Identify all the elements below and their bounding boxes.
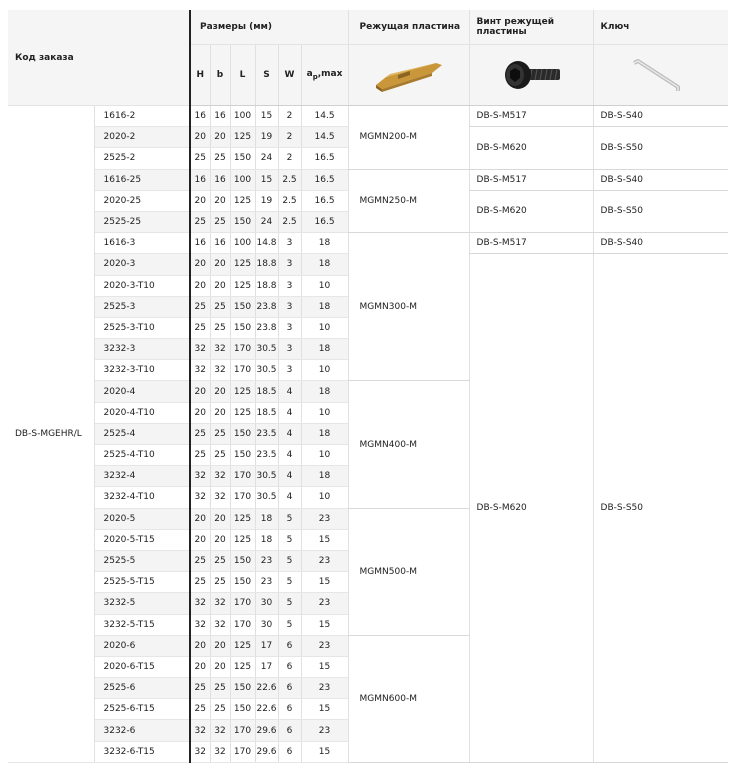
variant-code: 2525-2 bbox=[94, 148, 190, 169]
cell-w: 5 bbox=[278, 550, 301, 571]
cell-h: 20 bbox=[190, 275, 210, 296]
insert-header: Режущая пластина bbox=[348, 10, 469, 45]
table-row bbox=[8, 106, 728, 127]
key-image-cell bbox=[593, 45, 728, 106]
cell-b: 25 bbox=[210, 211, 230, 232]
screw-code: DB-S-M517 bbox=[469, 169, 593, 190]
cell-h: 20 bbox=[190, 381, 210, 402]
ap-main: a bbox=[306, 69, 313, 80]
variant-code: 2525-6 bbox=[94, 678, 190, 699]
cell-h: 25 bbox=[190, 148, 210, 169]
cell-h: 20 bbox=[190, 402, 210, 423]
cell-h: 32 bbox=[190, 487, 210, 508]
cell-ap: 23 bbox=[301, 593, 348, 614]
cell-s: 22.6 bbox=[255, 699, 278, 720]
cell-h: 20 bbox=[190, 529, 210, 550]
cell-s: 23.5 bbox=[255, 423, 278, 444]
cell-w: 3 bbox=[278, 339, 301, 360]
cell-b: 20 bbox=[210, 529, 230, 550]
cell-h: 32 bbox=[190, 466, 210, 487]
cell-b: 25 bbox=[210, 296, 230, 317]
cell-s: 30.5 bbox=[255, 466, 278, 487]
cell-w: 4 bbox=[278, 487, 301, 508]
cell-s: 30 bbox=[255, 614, 278, 635]
cell-b: 25 bbox=[210, 699, 230, 720]
table-body bbox=[8, 106, 728, 763]
variant-code: 1616-25 bbox=[94, 169, 190, 190]
insert-code: MGMN500-M bbox=[348, 508, 469, 635]
cell-l: 125 bbox=[230, 635, 255, 656]
variant-code: 3232-5-T15 bbox=[94, 614, 190, 635]
cell-s: 19 bbox=[255, 127, 278, 148]
cell-l: 100 bbox=[230, 233, 255, 254]
cell-s: 30.5 bbox=[255, 339, 278, 360]
cell-b: 32 bbox=[210, 466, 230, 487]
cell-s: 23.5 bbox=[255, 445, 278, 466]
cell-l: 100 bbox=[230, 169, 255, 190]
cell-b: 32 bbox=[210, 720, 230, 741]
cell-w: 6 bbox=[278, 635, 301, 656]
variant-code: 2020-6-T15 bbox=[94, 656, 190, 677]
col-ap-header bbox=[301, 45, 348, 106]
cell-b: 25 bbox=[210, 148, 230, 169]
variant-code: 3232-4-T10 bbox=[94, 487, 190, 508]
cell-l: 125 bbox=[230, 275, 255, 296]
cell-s: 30.5 bbox=[255, 487, 278, 508]
cell-s: 19 bbox=[255, 190, 278, 211]
cell-h: 20 bbox=[190, 254, 210, 275]
cell-w: 2 bbox=[278, 148, 301, 169]
key-header: Ключ bbox=[593, 10, 728, 45]
variant-code: 3232-3-T10 bbox=[94, 360, 190, 381]
cell-ap: 18 bbox=[301, 466, 348, 487]
variant-code: 2020-6 bbox=[94, 635, 190, 656]
cell-s: 23.8 bbox=[255, 317, 278, 338]
cell-l: 125 bbox=[230, 402, 255, 423]
screw-image-cell bbox=[469, 45, 593, 106]
cell-h: 32 bbox=[190, 614, 210, 635]
cell-s: 24 bbox=[255, 148, 278, 169]
ap-rest: ,max bbox=[317, 69, 343, 80]
cell-h: 20 bbox=[190, 508, 210, 529]
cell-ap: 10 bbox=[301, 317, 348, 338]
variant-code: 2525-25 bbox=[94, 211, 190, 232]
variant-code: 2020-4-T10 bbox=[94, 402, 190, 423]
cell-h: 20 bbox=[190, 635, 210, 656]
cell-h: 25 bbox=[190, 699, 210, 720]
cell-l: 170 bbox=[230, 593, 255, 614]
key-code: DB-S-S40 bbox=[593, 106, 728, 127]
cell-ap: 18 bbox=[301, 423, 348, 444]
variant-code: 3232-3 bbox=[94, 339, 190, 360]
cell-h: 25 bbox=[190, 423, 210, 444]
cell-w: 6 bbox=[278, 720, 301, 741]
cell-h: 32 bbox=[190, 339, 210, 360]
cell-ap: 16.5 bbox=[301, 211, 348, 232]
variant-code: 2525-3 bbox=[94, 296, 190, 317]
cell-l: 150 bbox=[230, 211, 255, 232]
cell-s: 18.8 bbox=[255, 254, 278, 275]
cell-b: 20 bbox=[210, 275, 230, 296]
cell-l: 150 bbox=[230, 699, 255, 720]
cell-ap: 15 bbox=[301, 572, 348, 593]
cell-b: 25 bbox=[210, 317, 230, 338]
cell-s: 22.6 bbox=[255, 678, 278, 699]
cell-b: 16 bbox=[210, 106, 230, 127]
cell-l: 170 bbox=[230, 466, 255, 487]
cell-s: 17 bbox=[255, 635, 278, 656]
cell-w: 6 bbox=[278, 678, 301, 699]
variant-code: 3232-5 bbox=[94, 593, 190, 614]
insert-code: MGMN300-M bbox=[348, 233, 469, 381]
cell-ap: 18 bbox=[301, 254, 348, 275]
cell-h: 20 bbox=[190, 127, 210, 148]
cell-h: 32 bbox=[190, 360, 210, 381]
cell-ap: 16.5 bbox=[301, 169, 348, 190]
cell-w: 2 bbox=[278, 127, 301, 148]
cell-b: 20 bbox=[210, 402, 230, 423]
cell-w: 4 bbox=[278, 466, 301, 487]
variant-code: 2525-6-T15 bbox=[94, 699, 190, 720]
cell-s: 15 bbox=[255, 169, 278, 190]
cell-ap: 18 bbox=[301, 233, 348, 254]
cell-s: 14.8 bbox=[255, 233, 278, 254]
cell-h: 16 bbox=[190, 169, 210, 190]
spec-table bbox=[8, 10, 728, 763]
screw-code: DB-S-M517 bbox=[469, 233, 593, 254]
cell-s: 18 bbox=[255, 508, 278, 529]
cell-h: 32 bbox=[190, 593, 210, 614]
cell-b: 25 bbox=[210, 678, 230, 699]
cell-w: 4 bbox=[278, 402, 301, 423]
cell-l: 170 bbox=[230, 614, 255, 635]
cell-l: 150 bbox=[230, 445, 255, 466]
cell-s: 29.6 bbox=[255, 720, 278, 741]
cell-w: 4 bbox=[278, 381, 301, 402]
cell-l: 150 bbox=[230, 550, 255, 571]
cell-h: 25 bbox=[190, 678, 210, 699]
cell-w: 6 bbox=[278, 741, 301, 762]
insert-code: MGMN400-M bbox=[348, 381, 469, 508]
cell-w: 3 bbox=[278, 317, 301, 338]
col-w-header: W bbox=[278, 45, 301, 106]
cell-w: 6 bbox=[278, 656, 301, 677]
cell-ap: 15 bbox=[301, 656, 348, 677]
key-code: DB-S-S50 bbox=[593, 190, 728, 232]
grooving-insert-image bbox=[370, 55, 448, 95]
cell-l: 100 bbox=[230, 106, 255, 127]
cell-ap: 10 bbox=[301, 360, 348, 381]
cell-s: 29.6 bbox=[255, 741, 278, 762]
cell-b: 20 bbox=[210, 656, 230, 677]
cell-w: 5 bbox=[278, 529, 301, 550]
cell-s: 15 bbox=[255, 106, 278, 127]
key-code: DB-S-S50 bbox=[593, 254, 728, 763]
insert-code: MGMN600-M bbox=[348, 635, 469, 762]
col-s-header: S bbox=[255, 45, 278, 106]
variant-code: 1616-3 bbox=[94, 233, 190, 254]
cell-ap: 14.5 bbox=[301, 127, 348, 148]
screw-code: DB-S-M517 bbox=[469, 106, 593, 127]
variant-code: 2525-5 bbox=[94, 550, 190, 571]
variant-code: 1616-2 bbox=[94, 106, 190, 127]
variant-code: 2020-2 bbox=[94, 127, 190, 148]
cell-h: 16 bbox=[190, 106, 210, 127]
key-code: DB-S-S40 bbox=[593, 233, 728, 254]
cell-w: 5 bbox=[278, 614, 301, 635]
cell-b: 32 bbox=[210, 339, 230, 360]
cell-w: 5 bbox=[278, 572, 301, 593]
cell-l: 150 bbox=[230, 678, 255, 699]
cell-ap: 23 bbox=[301, 550, 348, 571]
table-row bbox=[8, 233, 728, 254]
cell-b: 20 bbox=[210, 127, 230, 148]
cell-w: 2.5 bbox=[278, 169, 301, 190]
cell-s: 30.5 bbox=[255, 360, 278, 381]
variant-code: 2020-3 bbox=[94, 254, 190, 275]
variant-code: 2525-4 bbox=[94, 423, 190, 444]
screw-code: DB-S-M620 bbox=[469, 127, 593, 169]
table-row bbox=[8, 169, 728, 190]
key-code: DB-S-S40 bbox=[593, 169, 728, 190]
cell-b: 32 bbox=[210, 360, 230, 381]
col-h-header: H bbox=[190, 45, 210, 106]
cell-w: 5 bbox=[278, 593, 301, 614]
col-l-header: L bbox=[230, 45, 255, 106]
cell-h: 32 bbox=[190, 720, 210, 741]
key-code: DB-S-S50 bbox=[593, 127, 728, 169]
cell-w: 3 bbox=[278, 254, 301, 275]
cell-w: 5 bbox=[278, 508, 301, 529]
cell-b: 20 bbox=[210, 508, 230, 529]
cell-w: 4 bbox=[278, 423, 301, 444]
cell-b: 32 bbox=[210, 614, 230, 635]
cell-h: 25 bbox=[190, 572, 210, 593]
cell-s: 23 bbox=[255, 572, 278, 593]
cell-b: 32 bbox=[210, 741, 230, 762]
cell-l: 170 bbox=[230, 339, 255, 360]
cell-b: 32 bbox=[210, 593, 230, 614]
cell-ap: 15 bbox=[301, 529, 348, 550]
col-b-header: b bbox=[210, 45, 230, 106]
cell-l: 150 bbox=[230, 572, 255, 593]
cell-l: 125 bbox=[230, 656, 255, 677]
cell-s: 30 bbox=[255, 593, 278, 614]
cell-w: 3 bbox=[278, 233, 301, 254]
cell-w: 2.5 bbox=[278, 211, 301, 232]
cell-w: 4 bbox=[278, 445, 301, 466]
cell-b: 20 bbox=[210, 635, 230, 656]
screw-code: DB-S-M620 bbox=[469, 190, 593, 232]
cell-ap: 18 bbox=[301, 339, 348, 360]
variant-code: 2020-4 bbox=[94, 381, 190, 402]
cell-l: 170 bbox=[230, 360, 255, 381]
cell-s: 18.5 bbox=[255, 381, 278, 402]
cell-w: 2 bbox=[278, 106, 301, 127]
cell-l: 170 bbox=[230, 741, 255, 762]
cell-w: 3 bbox=[278, 360, 301, 381]
cell-ap: 23 bbox=[301, 635, 348, 656]
cell-h: 25 bbox=[190, 317, 210, 338]
cell-l: 150 bbox=[230, 317, 255, 338]
cell-s: 23 bbox=[255, 550, 278, 571]
cell-w: 2.5 bbox=[278, 190, 301, 211]
cell-ap: 15 bbox=[301, 614, 348, 635]
variant-code: 2525-4-T10 bbox=[94, 445, 190, 466]
cell-w: 3 bbox=[278, 296, 301, 317]
cell-l: 125 bbox=[230, 529, 255, 550]
cell-h: 20 bbox=[190, 656, 210, 677]
cell-ap: 23 bbox=[301, 508, 348, 529]
cell-s: 18 bbox=[255, 529, 278, 550]
hex-key-image bbox=[626, 55, 696, 95]
cell-l: 150 bbox=[230, 423, 255, 444]
screw-code: DB-S-M620 bbox=[469, 254, 593, 763]
cell-h: 32 bbox=[190, 741, 210, 762]
cell-s: 17 bbox=[255, 656, 278, 677]
cell-l: 125 bbox=[230, 381, 255, 402]
cell-ap: 18 bbox=[301, 296, 348, 317]
variant-code: 2020-5-T15 bbox=[94, 529, 190, 550]
cell-h: 16 bbox=[190, 233, 210, 254]
insert-code: MGMN200-M bbox=[348, 106, 469, 170]
socket-screw-image bbox=[496, 55, 566, 95]
cell-w: 6 bbox=[278, 699, 301, 720]
order-code: DB-S-MGEHR/L bbox=[8, 106, 94, 763]
cell-s: 18.5 bbox=[255, 402, 278, 423]
cell-b: 32 bbox=[210, 487, 230, 508]
cell-l: 125 bbox=[230, 254, 255, 275]
cell-l: 150 bbox=[230, 296, 255, 317]
cell-l: 170 bbox=[230, 720, 255, 741]
cell-l: 150 bbox=[230, 148, 255, 169]
cell-l: 125 bbox=[230, 190, 255, 211]
cell-ap: 16.5 bbox=[301, 190, 348, 211]
variant-code: 2525-3-T10 bbox=[94, 317, 190, 338]
cell-ap: 18 bbox=[301, 381, 348, 402]
cell-b: 25 bbox=[210, 572, 230, 593]
cell-b: 16 bbox=[210, 233, 230, 254]
cell-b: 25 bbox=[210, 550, 230, 571]
cell-b: 25 bbox=[210, 423, 230, 444]
cell-l: 170 bbox=[230, 487, 255, 508]
cell-b: 25 bbox=[210, 445, 230, 466]
cell-ap: 15 bbox=[301, 699, 348, 720]
variant-code: 2020-3-T10 bbox=[94, 275, 190, 296]
cell-s: 18.8 bbox=[255, 275, 278, 296]
cell-ap: 16.5 bbox=[301, 148, 348, 169]
cell-ap: 10 bbox=[301, 487, 348, 508]
cell-ap: 14.5 bbox=[301, 106, 348, 127]
cell-w: 3 bbox=[278, 275, 301, 296]
cell-h: 20 bbox=[190, 190, 210, 211]
order-code-header: Код заказа bbox=[8, 10, 190, 106]
cell-ap: 10 bbox=[301, 445, 348, 466]
cell-h: 25 bbox=[190, 445, 210, 466]
cell-ap: 23 bbox=[301, 678, 348, 699]
ap-sub: p bbox=[312, 72, 318, 81]
insert-code: MGMN250-M bbox=[348, 169, 469, 233]
variant-code: 3232-4 bbox=[94, 466, 190, 487]
cell-ap: 15 bbox=[301, 741, 348, 762]
cell-b: 20 bbox=[210, 190, 230, 211]
cell-h: 25 bbox=[190, 296, 210, 317]
insert-image-cell bbox=[348, 45, 469, 106]
screw-header: Винт режущей пластины bbox=[469, 10, 593, 45]
cell-ap: 23 bbox=[301, 720, 348, 741]
cell-l: 125 bbox=[230, 127, 255, 148]
cell-h: 25 bbox=[190, 211, 210, 232]
cell-s: 23.8 bbox=[255, 296, 278, 317]
cell-ap: 10 bbox=[301, 275, 348, 296]
cell-h: 25 bbox=[190, 550, 210, 571]
cell-s: 24 bbox=[255, 211, 278, 232]
variant-code: 3232-6-T15 bbox=[94, 741, 190, 762]
dimensions-header: Размеры (мм) bbox=[190, 10, 348, 45]
variant-code: 3232-6 bbox=[94, 720, 190, 741]
cell-b: 16 bbox=[210, 169, 230, 190]
cell-b: 20 bbox=[210, 254, 230, 275]
cell-ap: 10 bbox=[301, 402, 348, 423]
cell-b: 20 bbox=[210, 381, 230, 402]
variant-code: 2020-25 bbox=[94, 190, 190, 211]
cell-l: 125 bbox=[230, 508, 255, 529]
variant-code: 2020-5 bbox=[94, 508, 190, 529]
variant-code: 2525-5-T15 bbox=[94, 572, 190, 593]
